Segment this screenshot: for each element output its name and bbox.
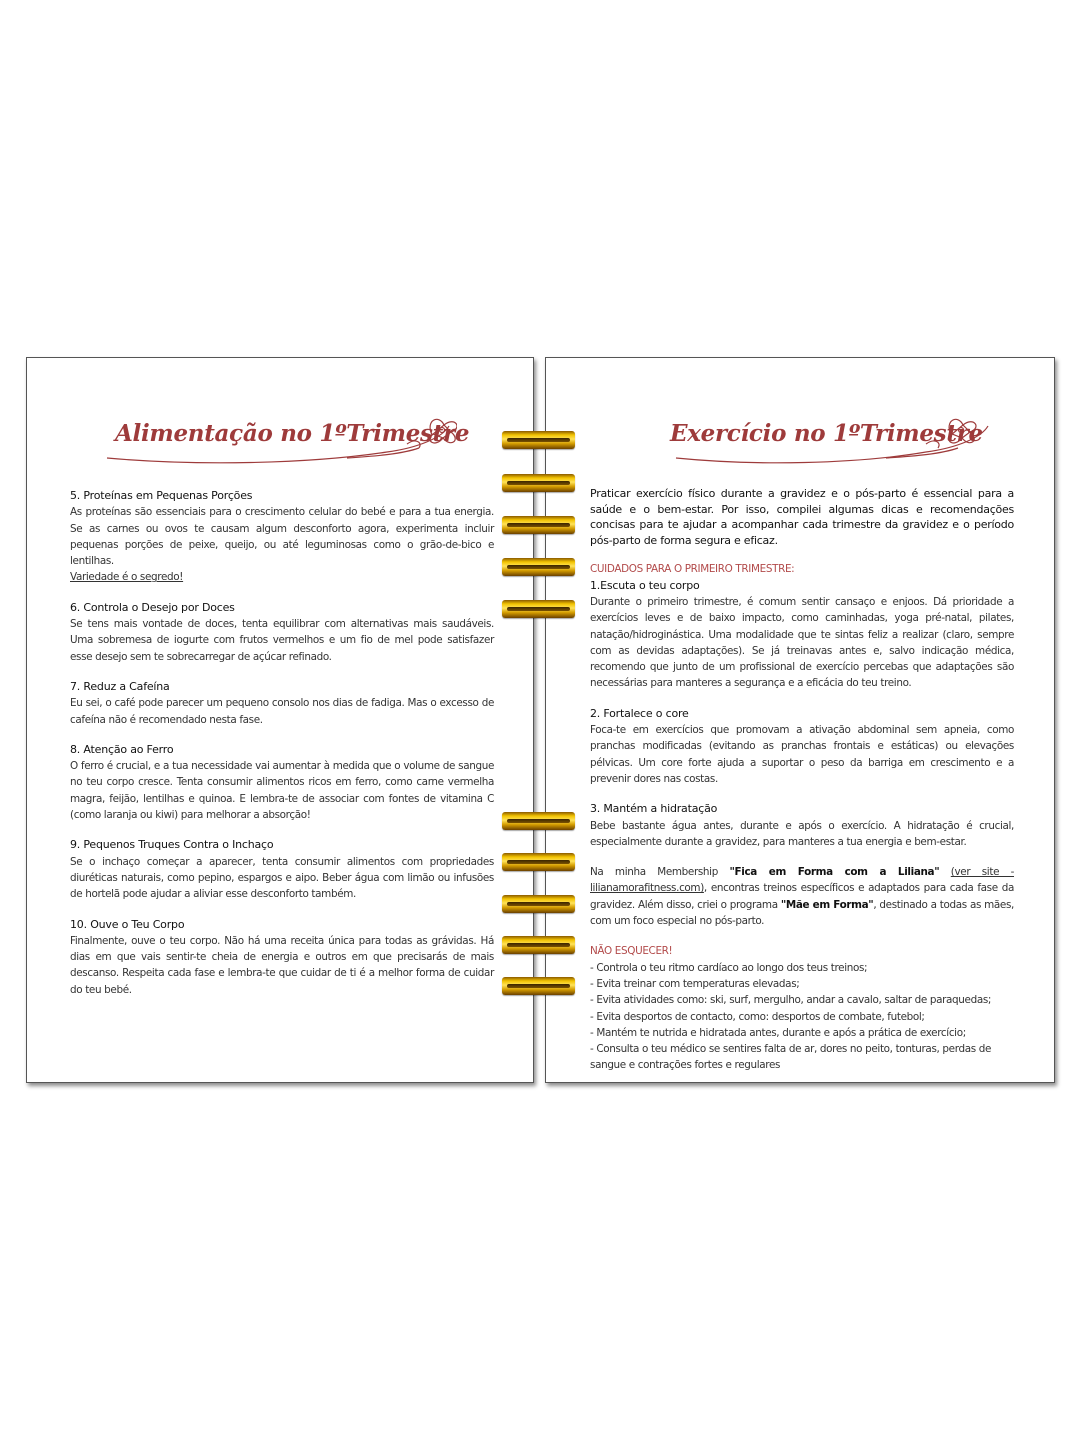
membership-text: , encontras treinos específicos e adaptados para cada fase da gravidez. Além disso, criei o programa [590,882,1014,911]
tip-heading: 2. Fortalece o core [590,706,689,720]
flower-flourish-icon [47,408,457,468]
reminder-list [590,960,1014,1074]
flower-flourish-icon [606,408,1016,468]
right-title-area [546,408,1054,468]
tip-body: O ferro é crucial, e a tua necessidade vai aumentar à medida que o volume de sangue no teu corpo cresce. Tenta consumir alimentos ricos em ferro, como carne vermelha magra, feijão, lentilhas e quinoa. E lembra-te de associar com fontes de vitamina C (como laranja ou kiwi) para melhorar a absorção! [70,760,494,822]
tip-heading: 1.Escuta o teu corpo [590,578,700,592]
list-item: - Controla o teu ritmo cardíaco ao longo dos teus treinos; [590,961,868,974]
left-content [70,488,494,1012]
page-title: Exercício no 1ºTrimestre [670,420,983,447]
membership-text: , destinado a todas as mães, com um foco especial no pós-parto. [590,898,1014,928]
membership-text: Na minha Membership [590,866,730,879]
spiral-ring [502,516,575,534]
membership-program-name: "Fica em Forma com a Liliana" [729,866,940,879]
left-title-area [27,408,533,468]
tip-heading: 7. Reduz a Cafeína [70,679,170,693]
program-name-mae-em-forma: "Mãe em Forma" [780,898,874,911]
list-item: - Evita treinar com temperaturas elevadas; [590,977,800,990]
spiral-ring [502,600,575,618]
exercise-tip-2 [590,706,1014,787]
spiral-ring [502,558,575,576]
list-item: - Evita atividades como: ski, surf, mergulho, andar a cavalo, saltar de paraquedas; [590,994,992,1007]
tip-heading: 5. Proteínas em Pequenas Porções [70,489,253,502]
left-page [26,357,534,1083]
nutrition-tip-8 [70,742,494,823]
list-item: - Mantém te nutrida e hidratada antes, durante e após a prática de exercício; [590,1026,966,1039]
tip-body: Foca-te em exercícios que promovam a ativação abdominal sem apneia, como pranchas modificadas (evitando as pranchas frontais e estáticas) ou elevações pélvicas. Um core forte ajuda a suportar o peso da barriga em crescimento e a prevenir dores nas costas. [590,724,1014,785]
tip-body: Finalmente, ouve o teu corpo. Não há uma receita única para todas as grávidas. Há dias em que vais sentir-te cheia de energia e outros em que precisarás de mais descanso. Respeita cada fase e lembra-te que cuidar de ti é a melhor forma de cuidar do teu bebé. [70,934,494,996]
nutrition-tip-6 [70,600,494,665]
nutrition-tip-7 [70,679,494,728]
nutrition-tip-10 [70,917,494,998]
exercise-tip-3 [590,801,1014,850]
list-item: - Consulta o teu médico se sentires falta de ar, dores no peito, tonturas, perdas de sangue e contrações fortes e regulares [590,1043,992,1072]
nutrition-tip-9 [70,837,494,902]
tip-heading: 10. Ouve o Teu Corpo [70,917,185,931]
spiral-ring [502,895,575,913]
tip-body: Eu sei, o café pode parecer um pequeno consolo nos dias de fadiga. Mas o excesso de cafeína não é recomendado nesta fase. [70,697,494,726]
spiral-ring [502,936,575,954]
care-heading: CUIDADOS PARA O PRIMEIRO TRIMESTRE: [590,563,795,576]
right-page [545,357,1055,1083]
membership-paragraph [590,864,1014,929]
spiral-ring [502,977,575,995]
tip-body: Bebe bastante água antes, durante e após o exercício. A hidratação é crucial, especialmente durante a gravidez, para manteres a tua energia e bem-estar. [590,819,1014,848]
intro-paragraph: Praticar exercício físico durante a gravidez e o pós-parto é essencial para a saúde e o bem-estar. Por isso, compilei algumas dicas e recomendações concisas para te ajudar a acompanhar cada trimestre da gravidez e o período pós-parto de forma segura e eficaz. [590,487,1014,547]
tip-heading: 6. Controla o Desejo por Doces [70,600,235,614]
reminder-heading: NÃO ESQUECER! [590,945,673,958]
tip-body: Se tens mais vontade de doces, tenta equilibrar com alternativas mais saudáveis. Uma sobremesa de iogurte com frutos vermelhos e um fio de mel pode satisfazer esse desejo sem te sobrecarregar de açúcar refinado. [70,618,494,663]
membership-text [939,866,951,878]
spiral-ring [502,474,575,492]
tip-body: As proteínas são essenciais para o crescimento celular do bebé e para a tua energia. Se as carnes ou ovos te causam algum desconforto agora, experimenta incluir pequenas porções de peixe, queijo, ou até leguminosas como o grão-de-bico e lentilhas. [70,506,494,568]
spiral-ring [502,812,575,830]
website-link[interactable]: (ver site - lilianamorafitness.com) [590,866,1015,895]
tip-heading: 9. Pequenos Truques Contra o Inchaço [70,838,274,852]
spiral-ring [502,431,575,449]
tip-note: Variedade é o segredo! [70,571,184,584]
tip-heading: 8. Atenção ao Ferro [70,742,174,756]
tip-heading: 3. Mantém a hidratação [590,802,718,816]
spiral-ring [502,853,575,871]
tip-body: Se o inchaço começar a aparecer, tenta consumir alimentos com propriedades diuréticas naturais, como pepino, espargos e aipo. Beber água com limão ou infusões de hortelã pode ajudar a aliviar esse desconforto também. [70,855,494,901]
nutrition-tip-5 [70,488,494,586]
page-title: Alimentação no 1ºTrimestre [115,420,470,447]
exercise-tip-1 [590,578,1014,692]
tip-body: Durante o primeiro trimestre, é comum sentir cansaço e enjoos. Dá prioridade a exercícios leves e de baixo impacto, como caminhadas, yoga pré-natal, pilates, natação/hidroginástica. Uma modalidade que te sintas feliz a realizar (claro, sempre com as devidas adaptações). Se já treinavas antes e, salvo indicação médica, recomendo que junto de um profissional de exercício percebas que adaptações são necessárias para manteres a segurança e a eficácia do teu treino. [590,595,1014,690]
right-content [590,486,1014,1074]
list-item: - Evita desportos de contacto, como: desportos de combate, futebol; [590,1010,925,1023]
